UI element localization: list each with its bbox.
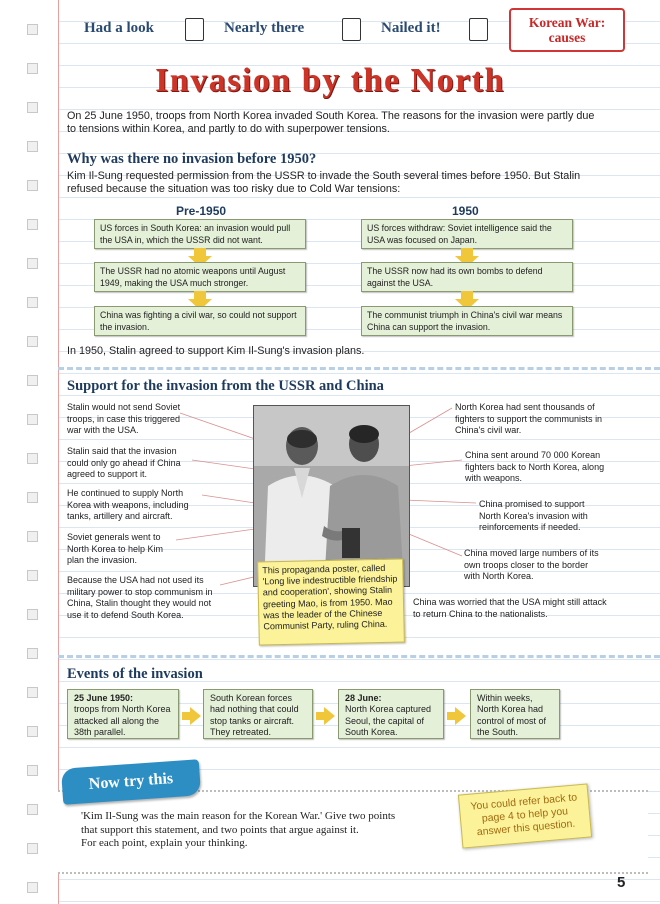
question-line-2: that support this statement, and two points that argue against it. [81, 823, 359, 836]
topic-line-2: causes [548, 30, 586, 45]
connector-line [176, 528, 262, 540]
ussr-annotation: Stalin said that the invasion could only go ahead if China agreed to support it. [67, 446, 181, 479]
question-line-1: 'Kim Il-Sung was the main reason for the Korean War.' Give two points [81, 810, 396, 822]
column-heading-1950: 1950 [452, 204, 479, 218]
event-text: North Korea captured Seoul, the capital of South Korea. [345, 704, 432, 738]
event-date: 25 June 1950: [74, 693, 134, 703]
page-number: 5 [617, 874, 626, 891]
event-box [67, 689, 179, 739]
section1-body: Kim Il-Sung requested permission from the USSR to invade the South several times before 1950. But Stalin refused because the situation was too risky due to Cold War tensions: [67, 170, 581, 195]
activity-question [81, 810, 441, 851]
right-arrow-icon [455, 707, 466, 725]
hint-sticky-note: You could refer back to page 4 to help you answer this question. [458, 783, 592, 848]
event-box [338, 689, 444, 739]
china-annotation: China was worried that the USA might still attack to return China to the nationalists. [413, 597, 607, 619]
china-annotation: China sent around 70 000 Korean fighters back to North Korea, along with weapons. [465, 450, 605, 483]
china-annotation: China moved large numbers of its own troops closer to the border with North Korea. [464, 548, 599, 581]
connector-line [404, 408, 452, 436]
1950-box: The USSR now had its own bombs to defend against the USA. [361, 262, 573, 292]
page-title: Invasion by the North [155, 62, 505, 99]
connector-line [180, 413, 258, 440]
column-heading-pre-1950: Pre-1950 [176, 204, 227, 218]
topic-line-1: Korean War: [528, 15, 606, 30]
china-annotation: China promised to support North Korea's invasion with reinforcements if needed. [479, 499, 588, 532]
poster-caption-note: This propaganda poster, called 'Long live indestructible friendship and cooperation', showing Stalin greeting Mao, is from 1950. Mao was the leader of the Chinese Communist Party, ruling China. [257, 558, 405, 645]
connector-line [192, 460, 262, 470]
checklist-label-nearly-there: Nearly there [224, 20, 305, 36]
section-divider [58, 655, 660, 658]
section-heading-no-invasion: Why was there no invasion before 1950? [67, 151, 317, 167]
pre-1950-box: China was fighting a civil war, so could not support the invasion. [94, 306, 306, 336]
ussr-annotation: Because the USA had not used its military power to stop communism in China, Stalin thought they would not use it to defend South Korea. [67, 575, 213, 620]
pre-1950-box: US forces in South Korea: an invasion would pull the USA in, which the USSR did not want. [94, 219, 306, 249]
connector-line [404, 532, 462, 556]
checklist-label-had-a-look: Had a look [84, 20, 155, 36]
event-box [470, 689, 560, 739]
event-text: troops from North Korea attacked all along the 38th parallel. [74, 704, 171, 738]
section1-conclusion: In 1950, Stalin agreed to support Kim Il-Sung's invasion plans. [67, 345, 365, 357]
ussr-annotation: He continued to supply North Korea with weapons, including tanks, artillery and aircraft. [67, 488, 189, 521]
china-annotation: North Korea had sent thousands of fighters to support the communists in China's civil war. [455, 402, 603, 435]
pre-1950-box: The USSR had no atomic weapons until August 1949, making the USA much stronger. [94, 262, 306, 292]
now-try-this-tab: Now try this [61, 759, 201, 805]
event-box [203, 689, 313, 739]
intro-text: On 25 June 1950, troops from North Korea invaded South Korea. The reasons for the invasion were partly due to tensions within Korea, and partly to do with superpower tensions. [67, 110, 595, 135]
event-text: Within weeks, North Korea had control of most of the South. [477, 693, 547, 738]
section-heading-events: Events of the invasion [67, 666, 203, 682]
right-arrow-icon [324, 707, 335, 725]
ussr-annotation: Stalin would not send Soviet troops, in case this triggered war with the USA. [67, 402, 181, 435]
question-line-3: For each point, explain your thinking. [81, 837, 248, 849]
section-heading-support: Support for the invasion from the USSR and China [67, 378, 384, 394]
event-date: 28 June: [345, 693, 382, 703]
checklist-label-nailed-it: Nailed it! [381, 20, 441, 36]
event-text: South Korean forces had nothing that could stop tanks or aircraft. They retreated. [210, 693, 299, 738]
connector-line [404, 500, 476, 503]
ussr-annotation: Soviet generals went to North Korea to help Kim plan the invasion. [67, 532, 164, 565]
connector-line [404, 460, 462, 466]
right-arrow-icon [190, 707, 201, 725]
1950-box: US forces withdraw: Soviet intelligence said the USA was focused on Japan. [361, 219, 573, 249]
1950-box: The communist triumph in China's civil war means China can support the invasion. [361, 306, 573, 336]
